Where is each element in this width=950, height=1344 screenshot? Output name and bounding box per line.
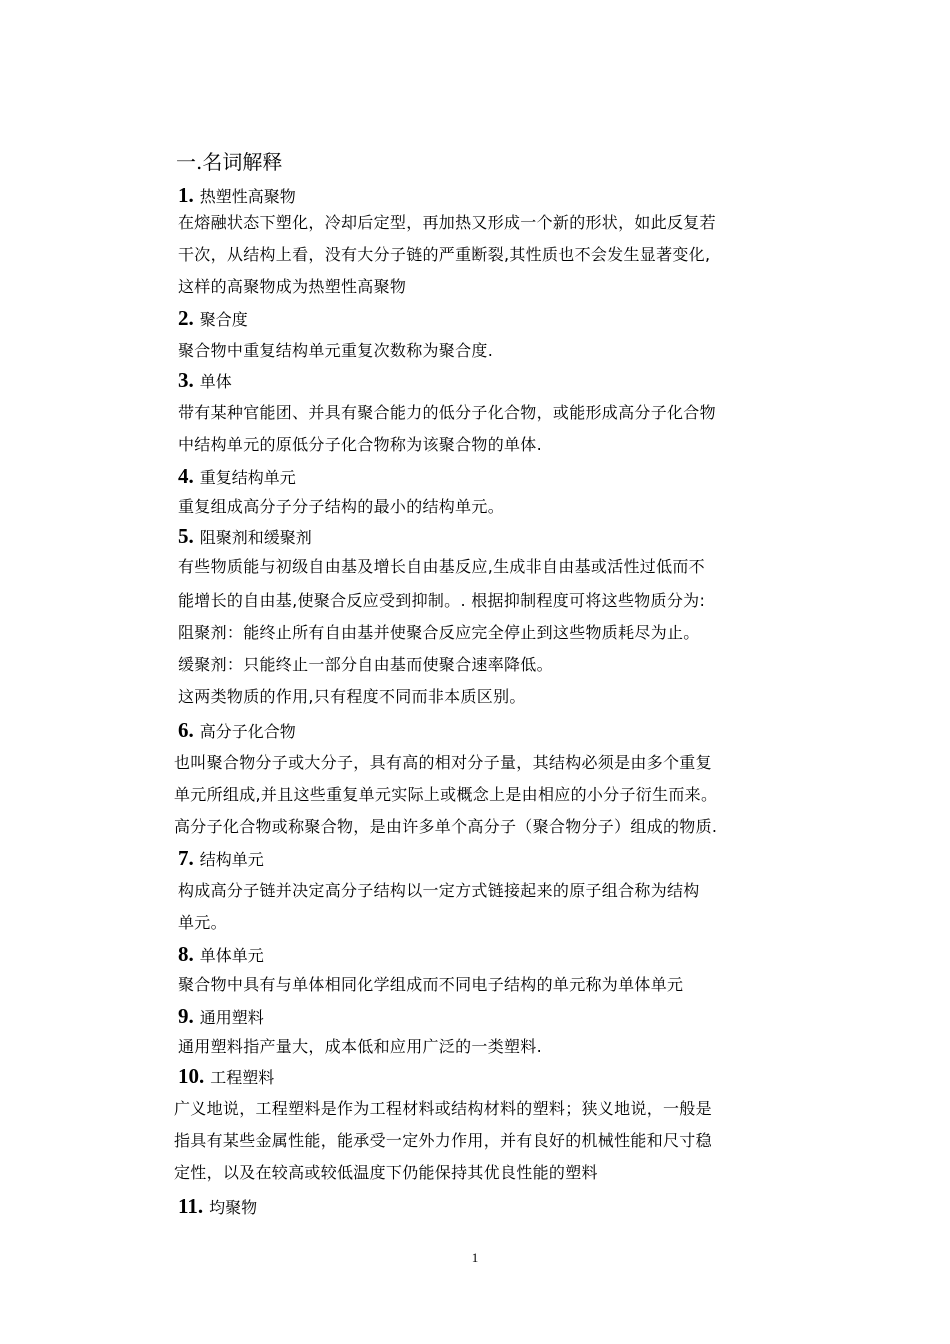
term-heading	[178, 1004, 264, 1029]
definition-line: 在熔融状态下塑化，冷却后定型，再加热又形成一个新的形状，如此反复若	[178, 213, 716, 232]
section-title: 一.名词解释	[176, 150, 283, 174]
term-heading	[178, 368, 232, 393]
term-number: 6.	[178, 718, 194, 742]
definition-line: 广义地说，工程塑料是作为工程材料或结构材料的塑料；狭义地说，一般是	[174, 1099, 712, 1118]
definition-line: 带有某种官能团、并具有聚合能力的低分子化合物，或能形成高分子化合物	[178, 403, 716, 422]
definition-line: 指具有某些金属性能，能承受一定外力作用，并有良好的机械性能和尺寸稳	[174, 1131, 712, 1150]
definition-line: 能增长的自由基,使聚合反应受到抑制。. 根据抑制程度可将这些物质分为:	[178, 591, 706, 610]
term-heading	[178, 524, 312, 549]
definition-line: 通用塑料指产量大，成本低和应用广泛的一类塑料.	[178, 1037, 542, 1056]
term-heading	[178, 718, 296, 743]
definition-line: 高分子化合物或称聚合物，是由许多单个高分子（聚合物分子）组成的物质.	[174, 817, 718, 836]
term-number: 5.	[178, 524, 194, 548]
term-label: 通用塑料	[199, 1008, 264, 1027]
term-label: 结构单元	[199, 850, 264, 869]
definition-line: 中结构单元的原低分子化合物称为该聚合物的单体.	[178, 435, 542, 454]
term-number: 7.	[178, 846, 194, 870]
term-label: 单体	[199, 372, 232, 391]
definition-line: 有些物质能与初级自由基及增长自由基反应,生成非自由基或活性过低而不	[178, 557, 705, 576]
term-number: 2.	[178, 306, 194, 330]
term-label: 高分子化合物	[199, 722, 296, 741]
term-label: 阻聚剂和缓聚剂	[199, 528, 312, 547]
term-label: 聚合度	[199, 310, 248, 329]
term-label: 单体单元	[199, 946, 264, 965]
definition-line: 单元所组成,并且这些重复单元实际上或概念上是由相应的小分子衍生而来。	[174, 785, 718, 804]
definition-line: 也叫聚合物分子或大分子，具有高的相对分子量，其结构必须是由多个重复	[174, 753, 712, 772]
term-heading	[178, 306, 248, 331]
term-number: 8.	[178, 942, 194, 966]
term-number: 11.	[178, 1194, 204, 1218]
term-label: 重复结构单元	[199, 468, 296, 487]
term-heading	[178, 942, 264, 967]
term-heading	[178, 1064, 274, 1089]
definition-line: 构成高分子链并决定高分子结构以一定方式链接起来的原子组合称为结构	[178, 881, 700, 900]
definition-line: 干次，从结构上看，没有大分子链的严重断裂,其性质也不会发生显著变化,	[178, 245, 711, 264]
term-heading	[178, 1194, 257, 1219]
term-label: 工程塑料	[210, 1068, 275, 1087]
definition-line: 这两类物质的作用,只有程度不同而非本质区别。	[178, 687, 526, 706]
term-number: 1.	[178, 183, 194, 207]
term-number: 3.	[178, 368, 194, 392]
term-label: 热塑性高聚物	[199, 187, 296, 206]
definition-line: 阻聚剂：能终止所有自由基并使聚合反应完全停止到这些物质耗尽为止。	[178, 623, 700, 642]
term-heading	[178, 846, 264, 871]
term-number: 9.	[178, 1004, 194, 1028]
definition-line: 这样的高聚物成为热塑性高聚物	[178, 277, 407, 296]
term-number: 4.	[178, 464, 194, 488]
term-heading	[178, 464, 296, 489]
definition-line: 聚合物中具有与单体相同化学组成而不同电子结构的单元称为单体单元	[178, 975, 684, 994]
term-number: 10.	[178, 1064, 205, 1088]
page-number: 1	[471, 1250, 479, 1265]
term-label: 均聚物	[209, 1198, 258, 1217]
definition-line: 重复组成高分子分子结构的最小的结构单元。	[178, 497, 505, 516]
definition-line: 缓聚剂：只能终止一部分自由基而使聚合速率降低。	[178, 655, 553, 674]
definition-line: 单元。	[178, 913, 227, 932]
definition-line: 定性，以及在较高或较低温度下仍能保持其优良性能的塑料	[174, 1163, 598, 1182]
term-heading	[178, 183, 296, 208]
definition-line: 聚合物中重复结构单元重复次数称为聚合度.	[178, 341, 494, 360]
